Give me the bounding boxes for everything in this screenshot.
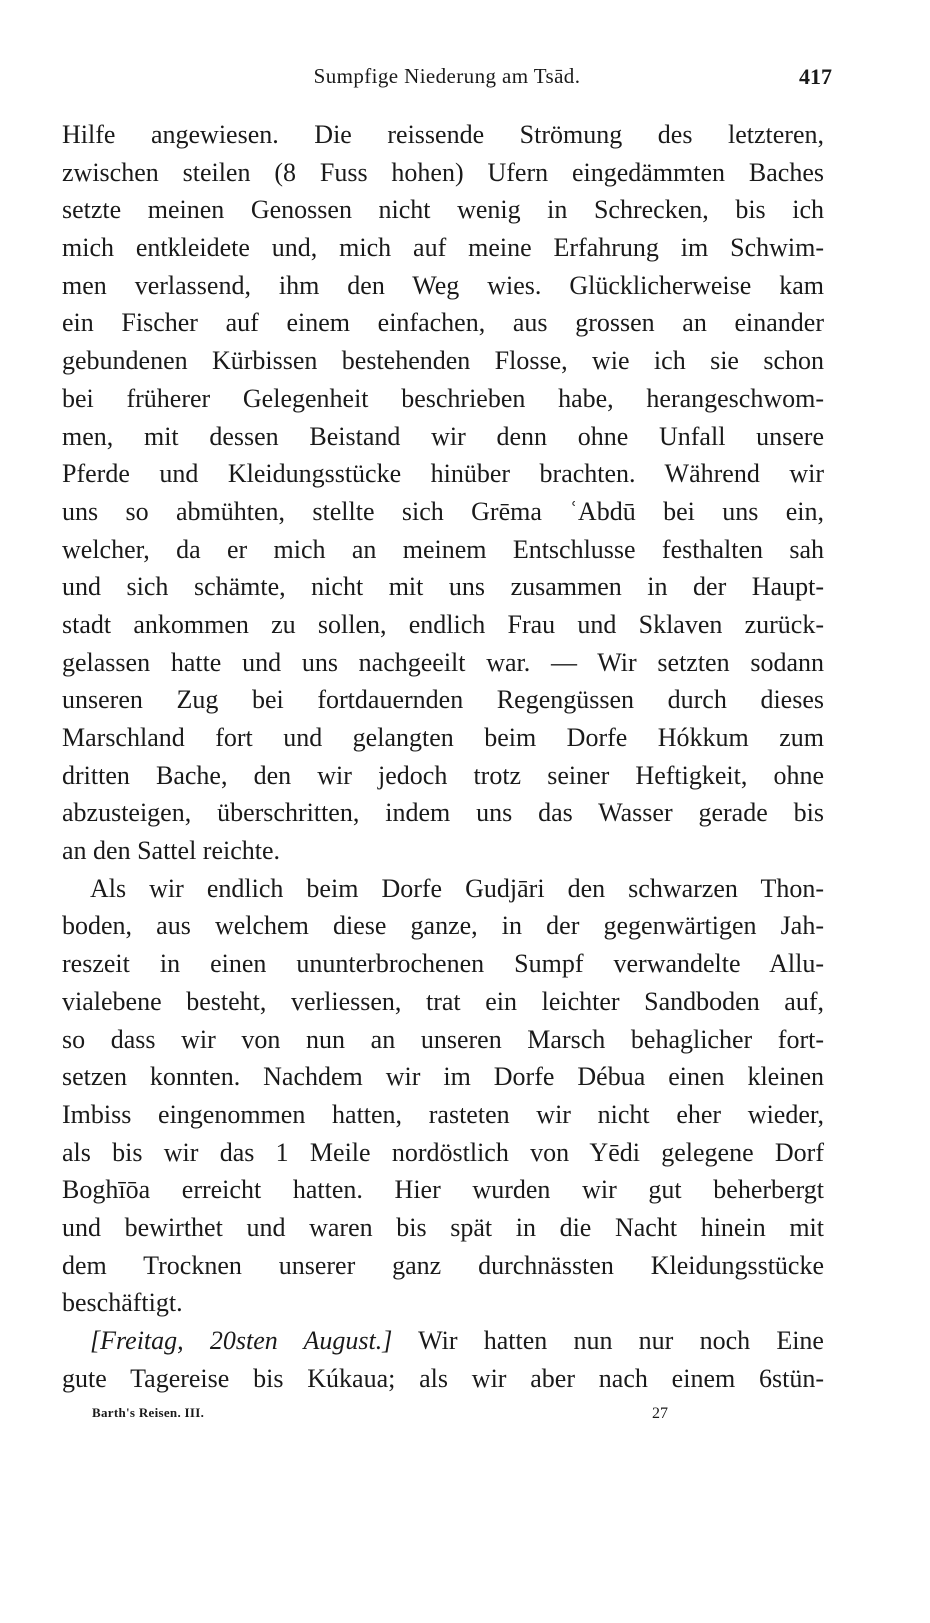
text-line: ein Fischer auf einem einfachen, aus grossen an einander <box>62 308 824 338</box>
date-line-text: Wir hatten nun nur noch Eine <box>392 1326 824 1355</box>
text-line: men, mit dessen Beistand wir denn ohne Unfall unsere <box>62 421 824 451</box>
text-line: boden, aus welchem diese ganze, in der gegenwärtigen Jah- <box>62 911 824 941</box>
text-line: Marschland fort und gelangten beim Dorfe Hókkum zum <box>62 723 824 752</box>
running-title: Sumpfige Niederung am Tsād. <box>313 64 581 88</box>
date-line <box>62 1322 824 1360</box>
text-line: an den Sattel reichte. <box>62 836 281 866</box>
text-line: und bewirthet und waren bis spät in die Nacht hinein mit <box>62 1212 824 1242</box>
body-text <box>62 116 824 1397</box>
text-line: unseren Zug bei fortdauernden Regengüssen durch dieses <box>62 685 824 715</box>
text-line: stadt ankommen zu sollen, endlich Frau und Sklaven zurück- <box>62 609 824 639</box>
text-line: setzen konnten. Nachdem wir im Dorfe Débua einen kleinen <box>62 1062 824 1092</box>
text-line: beschäftigt. <box>62 1288 183 1318</box>
footer-signature: Barth's Reisen. III. <box>92 1405 205 1420</box>
paragraphs <box>62 116 824 1322</box>
text-line: gelassen hatte und uns nachgeeilt war. — Wir setzten sodann <box>62 647 824 677</box>
text-line: men verlassend, ihm den Weg wies. Glücklicherweise kam <box>62 270 824 300</box>
text-line: vialebene besteht, verliessen, trat ein leichter Sandboden auf, <box>62 986 824 1016</box>
text-line: Als wir endlich beim Dorfe Gudjāri den schwarzen Thon- <box>90 873 824 903</box>
text-line: reszeit in einen ununterbrochenen Sumpf verwandelte Allu- <box>62 949 824 979</box>
text-line: welcher, da er mich an meinem Entschlusse festhalten sah <box>62 534 824 564</box>
text-line: mich entkleidete und, mich auf meine Erfahrung im Schwim- <box>62 233 824 263</box>
date-heading: [Freitag, 20sten August.] <box>90 1326 393 1355</box>
running-head <box>62 64 832 94</box>
footer <box>92 1405 692 1429</box>
text-line: Imbiss eingenommen hatten, rasteten wir nicht eher wieder, <box>62 1099 824 1129</box>
text-line: und sich schämte, nicht mit uns zusammen in der Haupt- <box>62 572 824 602</box>
text-line: dem Trocknen unserer ganz durchnässten Kleidungsstücke <box>62 1250 824 1280</box>
text-line: Boghīōa erreicht hatten. Hier wurden wir gut beherbergt <box>62 1175 824 1205</box>
text-line: dritten Bache, den wir jedoch trotz seiner Heftigkeit, ohne <box>62 760 824 790</box>
text-line: so dass wir von nun an unseren Marsch behaglicher fort- <box>62 1024 824 1054</box>
text-line: setzte meinen Genossen nicht wenig in Schrecken, bis ich <box>62 195 824 225</box>
text-line: abzusteigen, überschritten, indem uns das Wasser gerade bis <box>62 798 824 828</box>
text-line: Hilfe angewiesen. Die reissende Strömung des letzteren, <box>62 120 824 149</box>
page-number: 417 <box>799 64 832 89</box>
text-line: zwischen steilen (8 Fuss hohen) Ufern eingedämmten Baches <box>62 157 824 187</box>
text-line: gute Tagereise bis Kúkaua; als wir aber nach einem 6stün- <box>62 1363 824 1393</box>
text-line: uns so abmühten, stellte sich Grēma ʿAbdū bei uns ein, <box>62 496 824 526</box>
text-line: bei früherer Gelegenheit beschrieben habe, herangeschwom- <box>62 383 824 413</box>
text-line: als bis wir das 1 Meile nordöstlich von Yēdi gelegene Dorf <box>62 1137 824 1167</box>
sheet-number: 27 <box>652 1405 668 1422</box>
text-line: Pferde und Kleidungsstücke hinüber brachten. Während wir <box>62 459 824 489</box>
text-line: gebundenen Kürbissen bestehenden Flosse, wie ich sie schon <box>62 346 824 376</box>
